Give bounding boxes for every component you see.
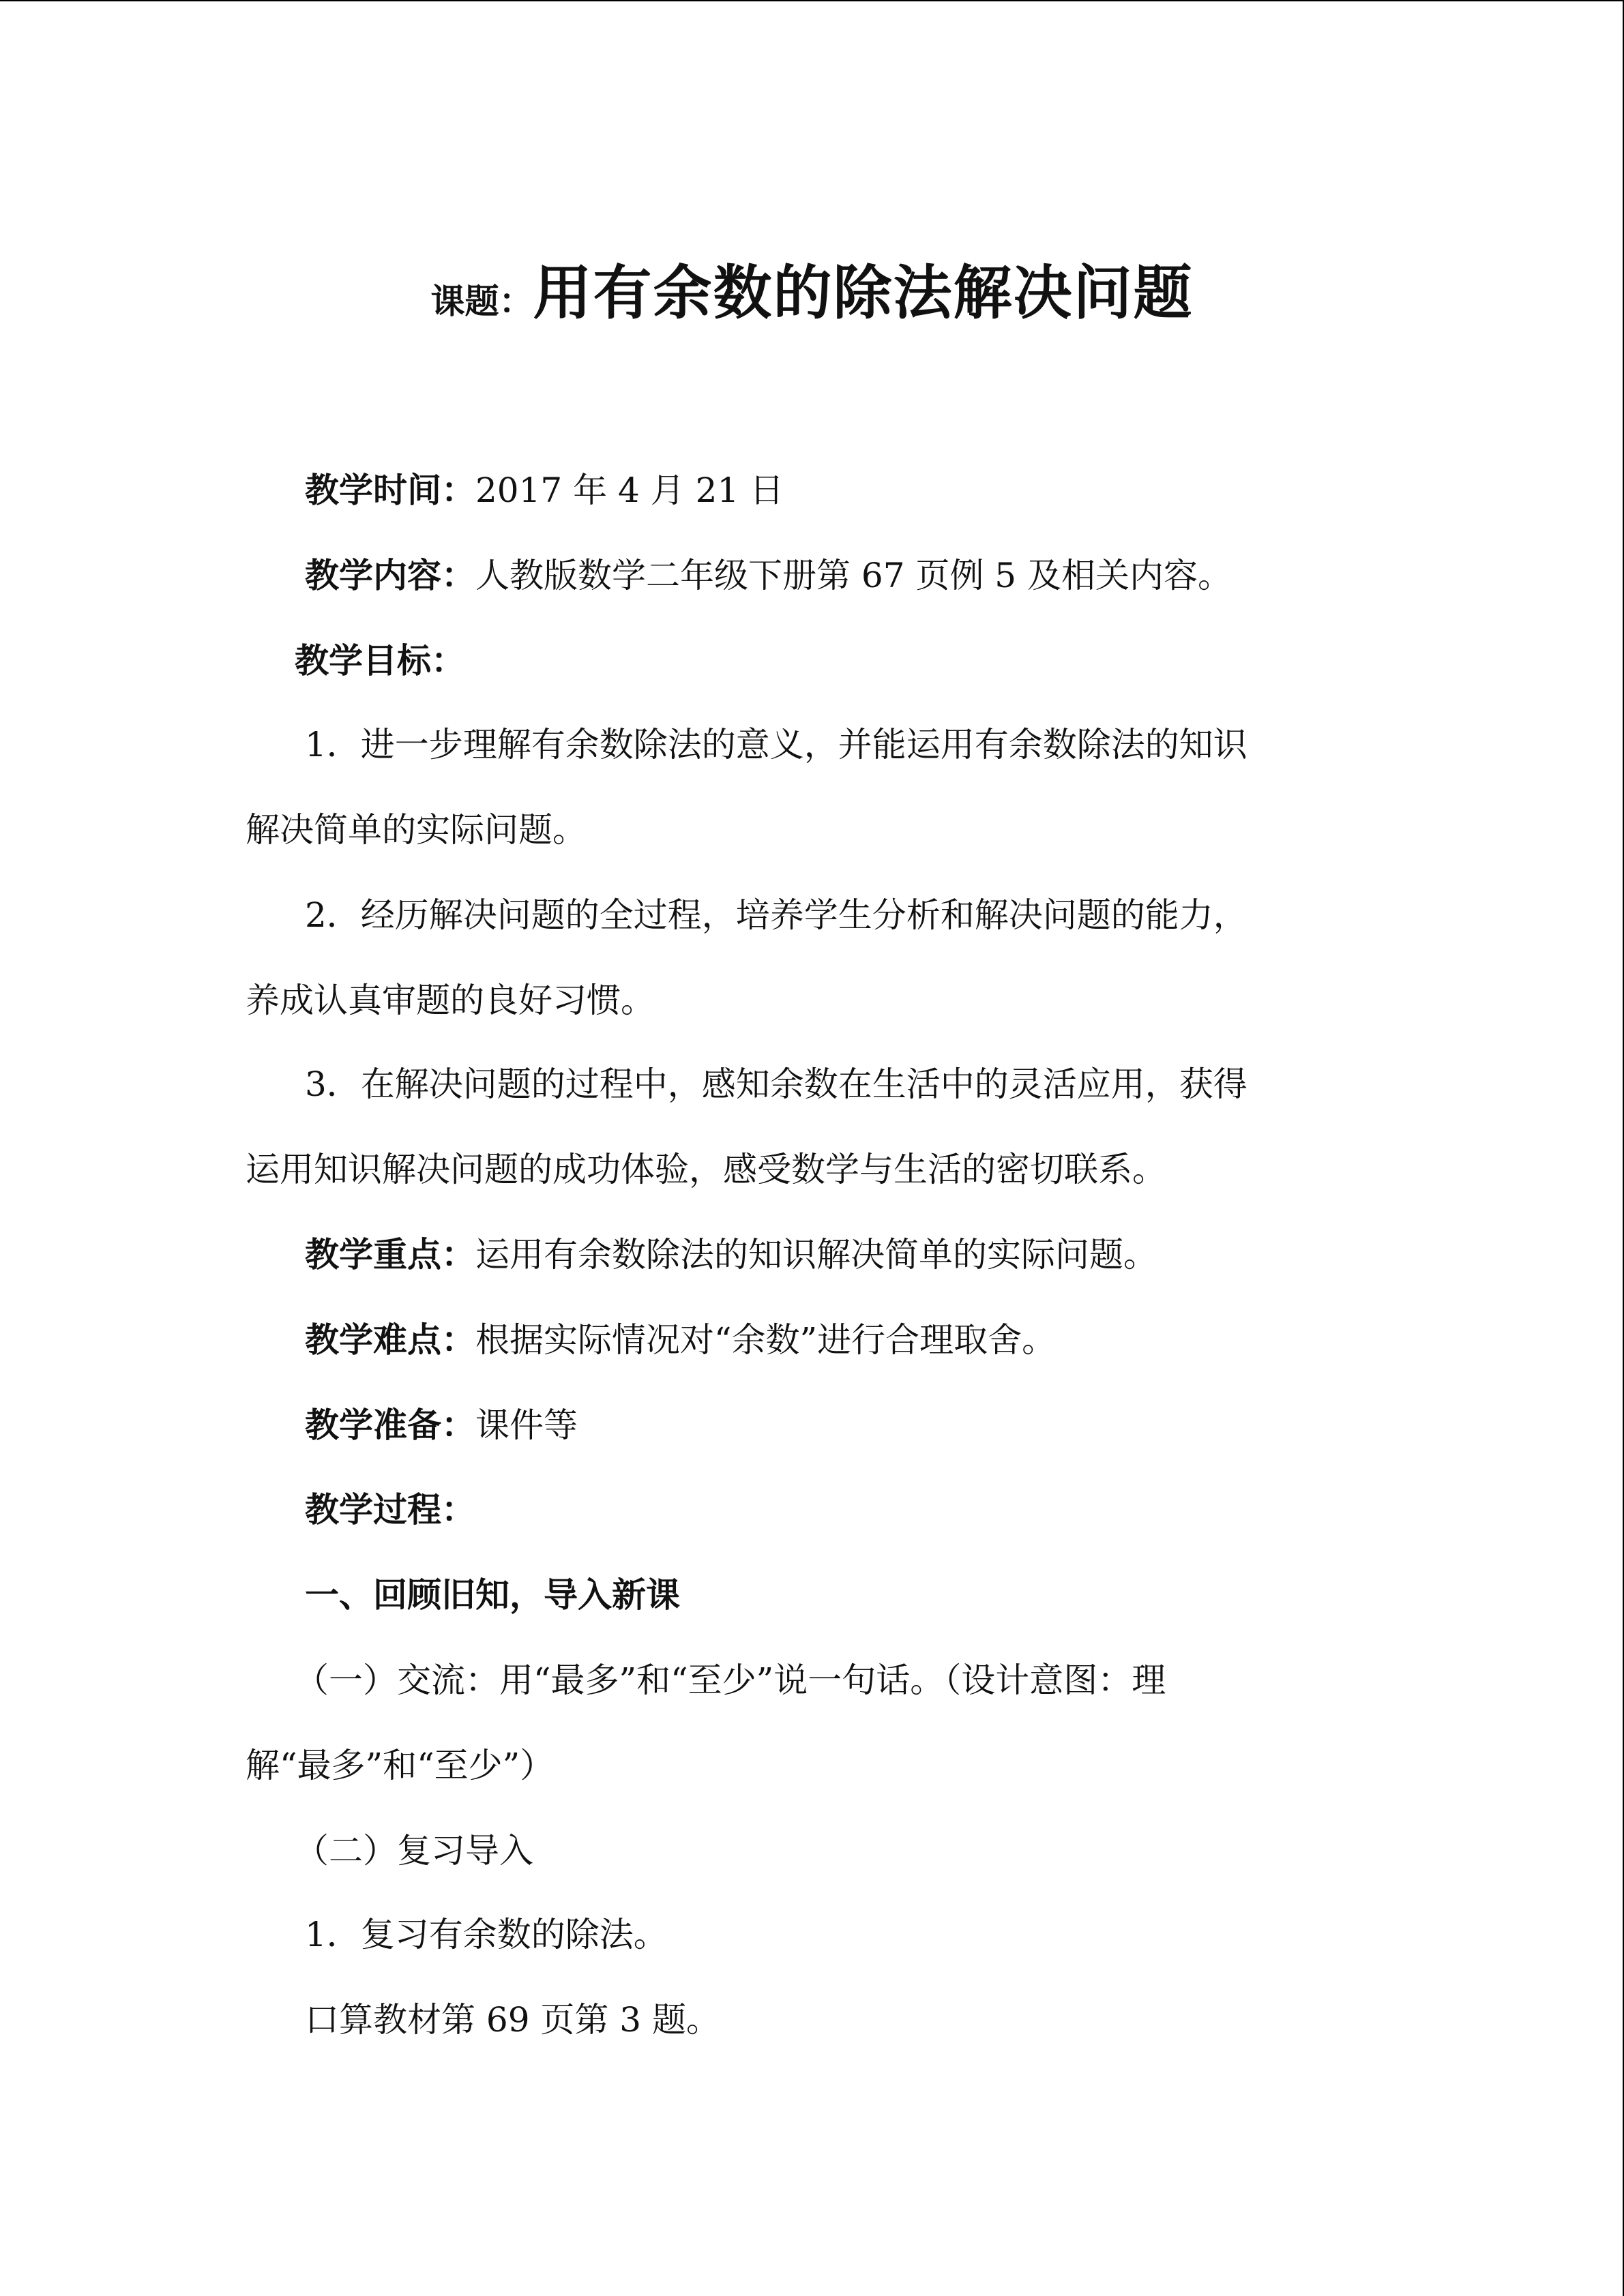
objective-1-line2: 解决简单的实际问题。 [246, 810, 587, 850]
teaching-time-value: 2017 年 4 月 21 日 [475, 471, 784, 510]
key-point-value: 运用有余数除法的知识解决简单的实际问题。 [475, 1235, 1157, 1274]
title-main: 用有余数的除法解决问题 [533, 259, 1194, 327]
teaching-time-line [305, 468, 784, 512]
difficulty-line [305, 1318, 1056, 1362]
teaching-content-line [305, 554, 1232, 597]
teaching-content-value: 人教版数学二年级下册第 67 页例 5 及相关内容。 [475, 556, 1232, 595]
title-prefix: 课题： [430, 282, 533, 321]
section-1-part-1-line2: 解“最多”和“至少”） [246, 1746, 555, 1785]
section-1-part-1-line1: （一）交流：用“最多”和“至少”说一句话。（设计意图：理 [295, 1660, 1166, 1700]
section-1-item-1-detail: 口算教材第 69 页第 3 题。 [305, 2000, 721, 2040]
preparation-line [305, 1403, 578, 1447]
objective-3-line1: 3．在解决问题的过程中，感知余数在生活中的灵活应用，获得 [305, 1064, 1247, 1104]
section-1-part-2: （二）复习导入 [295, 1831, 533, 1870]
teaching-content-label: 教学内容： [305, 556, 475, 595]
section-1-heading: 一、回顾旧知，导入新课 [305, 1575, 680, 1615]
preparation-value: 课件等 [475, 1405, 578, 1445]
process-heading [305, 1488, 475, 1532]
key-point-line [305, 1233, 1157, 1277]
objective-3-line2: 运用知识解决问题的成功体验，感受数学与生活的密切联系。 [246, 1150, 1166, 1189]
difficulty-label: 教学难点： [305, 1320, 475, 1360]
teaching-time-label: 教学时间： [305, 471, 475, 510]
page-title [0, 245, 1624, 330]
objectives-heading [295, 639, 465, 683]
objective-2-line2: 养成认真审题的良好习惯。 [246, 981, 655, 1020]
process-label: 教学过程： [305, 1490, 475, 1530]
objective-2-line1: 2．经历解决问题的全过程，培养学生分析和解决问题的能力， [305, 895, 1247, 935]
key-point-label: 教学重点： [305, 1235, 475, 1274]
preparation-label: 教学准备： [305, 1405, 475, 1445]
difficulty-value: 根据实际情况对“余数”进行合理取舍。 [475, 1320, 1057, 1360]
objectives-label: 教学目标： [295, 641, 465, 681]
objective-1-line1: 1．进一步理解有余数除法的意义，并能运用有余数除法的知识 [305, 725, 1247, 764]
section-1-item-1: 1．复习有余数的除法。 [305, 1915, 668, 1954]
